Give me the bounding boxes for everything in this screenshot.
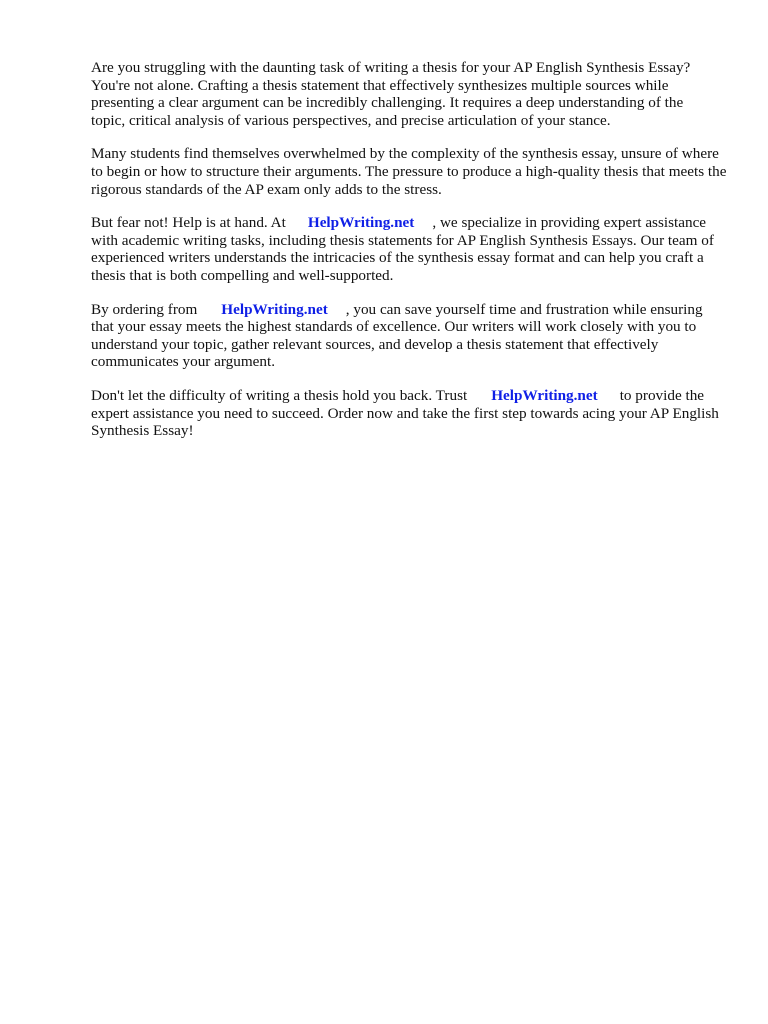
paragraph-help-after: , we specialize in providing expert assistance with academic writing tasks, including thesis statements for AP English Synthesis Essays. Our team of experienced writers understands the intricacies of the synthesis essay format and can help you craft a thesis that is both compelling and well-supported.: [91, 214, 714, 284]
paragraph-trust-after: to provide the expert assistance you need to succeed. Order now and take the first step towards acing your AP English Synthesis Essay!: [91, 386, 719, 440]
paragraph-intro: [91, 59, 716, 129]
helpwriting-link[interactable]: HelpWriting.net: [221, 300, 328, 318]
paragraph-help: [91, 214, 726, 284]
paragraph-overwhelmed: [91, 145, 728, 198]
paragraph-ordering: [91, 301, 716, 371]
paragraph-trust: [91, 387, 721, 440]
document-body: [91, 59, 731, 456]
helpwriting-link[interactable]: HelpWriting.net: [491, 386, 598, 404]
paragraph-overwhelmed-text: Many students find themselves overwhelmed by the complexity of the synthesis essay, unsure of where to begin or how to structure their arguments. The pressure to produce a high-quality thesis that meets the rigorous standards of the AP exam only adds to the stress.: [91, 145, 727, 198]
paragraph-ordering-before: By ordering from: [91, 300, 198, 318]
paragraph-ordering-after: , you can save yourself time and frustration while ensuring that your essay meets the highest standards of excellence. Our writers will work closely with you to understand your topic, gather relevant sources, and develop a thesis statement that effectively communicates your argument.: [91, 300, 703, 371]
paragraph-help-before: But fear not! Help is at hand. At: [91, 214, 286, 232]
helpwriting-link[interactable]: HelpWriting.net: [307, 214, 415, 232]
paragraph-intro-text: Are you struggling with the daunting task of writing a thesis for your AP English Synthesis Essay? You're not alone. Crafting a thesis statement that effectively synthesizes multiple sources while presenting a clear argument can be incredibly challenging. It requires a deep understanding of the topic, critical analysis of various perspectives, and precise articulation of your stance.: [91, 59, 691, 129]
paragraph-trust-before: Don't let the difficulty of writing a thesis hold you back. Trust: [91, 386, 468, 404]
